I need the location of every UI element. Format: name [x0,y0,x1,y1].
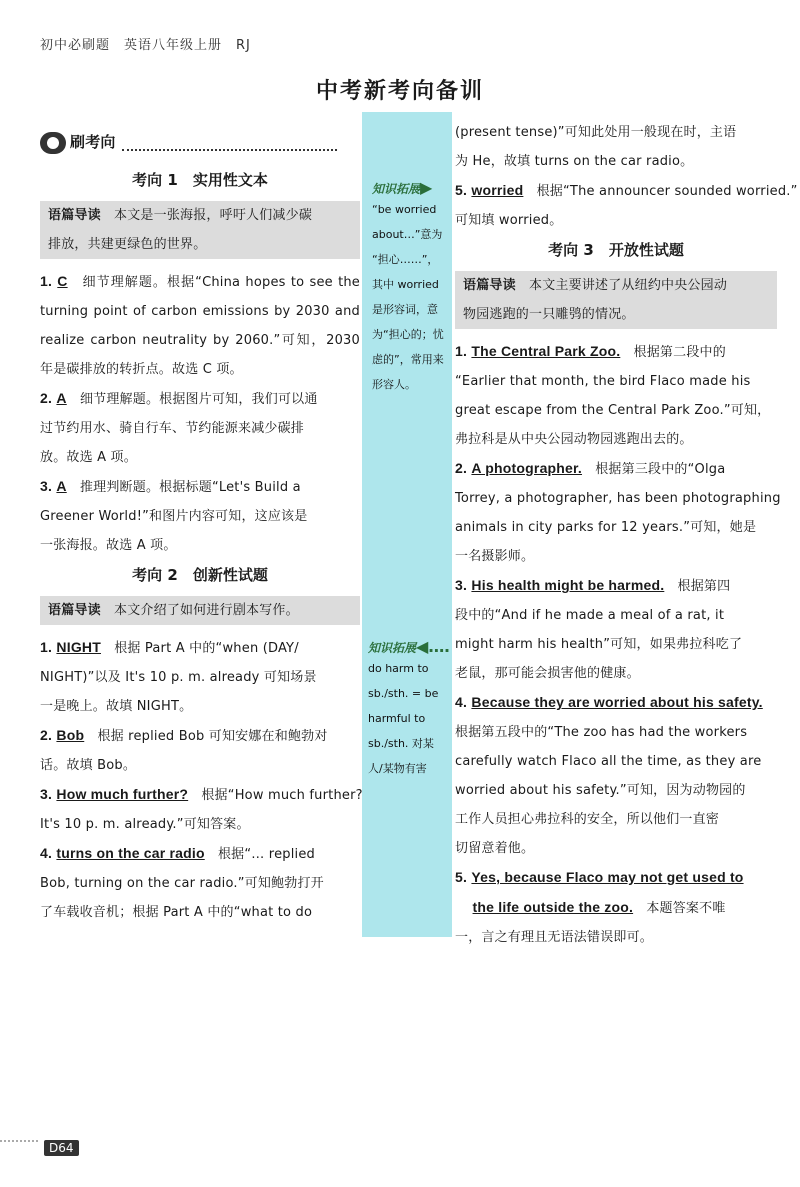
dotted-rule [122,149,337,151]
note-line: about…”意为 [372,228,443,241]
explanation: 一名摄影师。 [455,549,535,564]
answer-key: Yes, because Flaco may not get used to [471,869,744,885]
pen-icon [40,132,66,154]
explanation: 一是晚上。故填 NIGHT。 [40,698,193,714]
answer-key: turns on the car radio [56,844,205,861]
blank-item-1: 1. NIGHT 根据 Part A 中的“when (DAY/ [40,638,299,656]
open-item-4: 4. Because they are worried about his safety. [455,694,763,710]
blank-item-2: 2. Bob 根据 replied Bob 可知安娜在和鲍勃对 [40,726,328,744]
answer-key: Bob [56,726,85,743]
reading-guide-3 [455,271,777,329]
explanation: NIGHT)”以及 It's 10 p. m. already 可知场景 [40,669,317,685]
guide-text: 排放，共建更绿色的世界。 [48,236,207,252]
badge-label: 刷考向 [70,133,116,151]
explanation: realize carbon neutrality by 2060.”可知，2030 [40,332,360,348]
note-line: 形容人。 [372,378,416,391]
answer-key: A [56,389,67,406]
note-line: “担心……”， [372,253,439,266]
answer-item-2: 2. A 细节理解题。根据图片可知，我们可以通 [40,389,318,407]
blank-item-4: 4. turns on the car radio 根据“… replied [40,844,315,862]
explanation: 年是碳排放的转折点。故选 C 项。 [40,361,243,377]
note-label: 知识拓展 [368,641,417,655]
answer-key: A [56,477,67,494]
answer-key: C [57,272,68,289]
explanation: 根据第五段中的“The zoo has had the workers [455,725,748,740]
open-item-2: 2. A photographer. 根据第三段中的“Olga [455,460,726,477]
explanation: “Earlier that month, the bird Flaco made his [455,374,751,389]
explanation: carefully watch Flaco all the time, as they are [455,754,762,769]
explanation: 老鼠，那可能会损害他的健康。 [455,666,640,681]
explanation: turning point of carbon emissions by 2030 and [40,303,360,319]
explanation: 过节约用水、骑自行车、节约能源来减少碳排 [40,420,305,436]
open-item-5: 5. Yes, because Flaco may not get used to [455,869,744,885]
answer-item-1: 1. C 细节理解题。根据“China hopes to see the [40,272,361,290]
explanation: 可知填 worried。 [455,213,563,228]
note-line: 是形容词，意 [372,303,438,316]
explanation: 为 He，故填 turns on the car radio。 [455,154,694,169]
explanation: 了车载收音机；根据 Part A 中的“what to do [40,904,313,920]
answer-key: Because they are worried about his safety. [471,694,763,710]
note-line: 为“担心的；忧 [372,328,444,341]
explanation: 细节理解题。根据“China hopes to see the [82,274,361,290]
blank-item-5: 5. worried 根据“The announcer sounded worried.” [455,182,798,199]
explanation: Bob, turning on the car radio.”可知鲍勃打开 [40,875,324,891]
explanation: 根据第二段中的 [633,345,726,360]
arrow-right-icon: ▶ [420,178,433,197]
left-column [40,128,363,927]
explanation: 根据 replied Bob 可知安娜在和鲍勃对 [97,728,328,744]
explanation: 一，言之有理且无语法错误即可。 [455,930,654,945]
page-number: D64 [44,1140,79,1156]
page-title: 中考新考向备训 [315,79,484,104]
explanation: 切留意着他。 [455,841,535,856]
explanation: 工作人员担心弗拉科的安全，所以他们一直密 [455,812,720,827]
explanation: 根据第三段中的“Olga [595,462,726,477]
answer-key: worried [471,182,524,198]
note-line: 虑的”，常用来 [372,353,444,366]
section-heading-2: 考向 2 创新性试题 [132,565,268,584]
explanation: 根据“How much further? [201,787,363,803]
knowledge-note-2 [368,637,452,781]
knowledge-note-1 [372,178,452,397]
explanation: 根据第四 [677,579,731,594]
answer-key: the life outside the zoo. [472,899,634,915]
note-line: harmful to [368,712,426,725]
explanation: might harm his health”可知，如果弗拉科吃了 [455,637,743,652]
explanation: 放。故选 A 项。 [40,449,137,465]
blank-item-3: 3. How much further? 根据“How much further? [40,785,363,803]
explanation: 段中的“And if he made a meal of a rat, it [455,608,725,623]
reading-guide-2 [40,596,360,625]
explanation: 本题答案不唯 [646,901,726,916]
explanation: 一张海报。故选 A 项。 [40,537,177,553]
note-line: sb./sth. = be [368,687,439,700]
explanation: Greener World!”和图片内容可知，这应该是 [40,508,308,524]
section-heading-1: 考向 1 实用性文本 [132,170,268,189]
explanation: 细节理解题。根据图片可知，我们可以通 [79,391,318,407]
guide-text: 本文是一张海报，呼吁人们减少碳 [114,207,313,223]
open-item-3: 3. His health might be harmed. 根据第四 [455,577,731,594]
answer-item-3: 3. A 推理判断题。根据标题“Let's Build a [40,477,301,495]
right-column [455,118,798,952]
answer-key: His health might be harmed. [471,577,665,593]
answer-key: NIGHT [56,638,101,655]
section-badge [40,128,116,157]
answer-continuation [455,893,777,923]
explanation: 根据“… replied [217,846,315,862]
guide-label: 语篇导读 [48,602,101,618]
running-header: 初中必刷题 英语八年级上册 RJ [40,38,251,53]
answer-key: The Central Park Zoo. [471,343,621,359]
arrow-right-icon: ◀‥‥ [416,637,450,656]
explanation: great escape from the Central Park Zoo.”可知， [455,403,771,418]
footer-dotted-rule [0,1140,38,1156]
guide-text: 本文主要讲述了从纽约中央公园动 [529,278,728,293]
note-line: do harm to [368,662,429,675]
explanation: Torrey, a photographer, has been photographing [455,491,781,506]
note-label: 知识拓展 [372,182,421,196]
explanation: (present tense)”可知此处用一般现在时，主语 [455,125,737,140]
reading-guide-1 [40,201,360,259]
guide-text: 本文介绍了如何进行剧本写作。 [114,602,299,618]
guide-label: 语篇导读 [48,207,101,223]
explanation: 推理判断题。根据标题“Let's Build a [79,479,301,495]
answer-key: A photographer. [471,460,583,476]
explanation: It's 10 p. m. already.”可知答案。 [40,816,250,832]
guide-label: 语篇导读 [463,278,516,293]
guide-text: 物园逃跑的一只雕鸮的情况。 [463,307,635,322]
explanation: 根据 Part A 中的“when (DAY/ [114,640,299,656]
explanation: 根据“The announcer sounded worried.” [536,184,798,199]
note-line: sb./sth. 对某 [368,737,434,750]
note-line: 人/某物有害 [368,762,427,775]
explanation: animals in city parks for 12 years.”可知，她是 [455,520,757,535]
open-item-1: 1. The Central Park Zoo. 根据第二段中的 [455,343,726,360]
note-line: “be worried [372,203,437,216]
explanation: 话。故填 Bob。 [40,757,137,773]
explanation: 弗拉科是从中央公园动物园逃跑出去的。 [455,432,693,447]
explanation: worried about his safety.”可知，因为动物园的 [455,783,746,798]
note-line: 其中 worried [372,278,439,291]
answer-key: How much further? [56,785,189,802]
section-heading-3: 考向 3 开放性试题 [548,241,684,259]
section-badge-row [40,128,360,165]
